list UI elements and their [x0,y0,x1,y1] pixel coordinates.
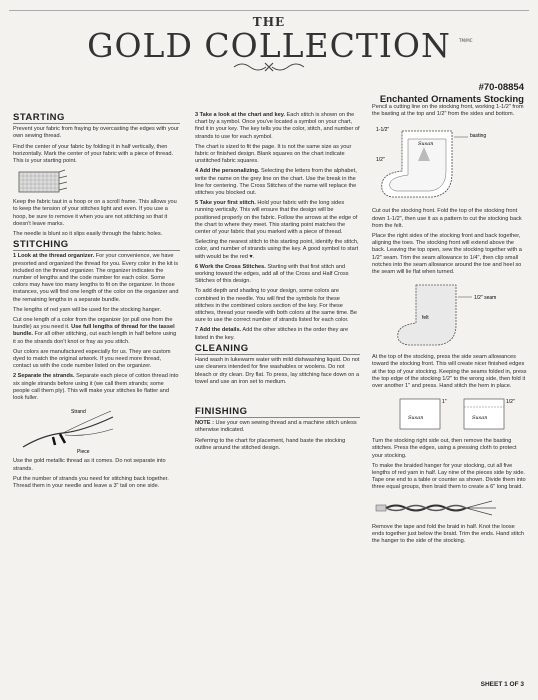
scroll-ornament-icon [232,60,306,74]
step-4-title: 4 Add the personalizing. [195,168,260,175]
brand-header [0,0,538,80]
starting-p3: Keep the fabric taut in a hoop or on a scroll frame. This allows you to keep the tension of your stitches light and even. If you use a hoop, be sure to remove it when you are not stitching so that it doesn't leave marks. [13,199,177,227]
strand-figure [13,405,133,455]
number-strands-note: Put the number of strands you need for stitching back together. Thread them in your needle and leave a 3" tail on one side. [13,475,169,489]
stocking-cutting-figure [372,121,522,205]
fig2-seam: 1/2" seam [474,295,497,302]
pencil-note: Pencil a cutting line on the stocking front, working 1-1/2" from the basting at the top and 1/2" from the sides and bottom. [372,104,524,118]
product-number: #70-08854 [478,82,524,93]
brand-logo: GOLD COLLECTION [87,26,451,65]
top-note: At the top of the stocking, press the side seam allowances toward the stocking front. This will create nicer finished edges at the top of your stocking. Keeping the seams folded in, press the top edge of the stocking 1/2" to the wrong side, then fold it over another 1" and press. Hand stitch the hem in place. [372,354,527,390]
note-label: NOTE : [195,420,214,427]
hem-figure [372,393,522,435]
note-text: Use your own sewing thread and a machine stitch unless otherwise indicated. [195,420,357,434]
cut-note-a: Cut one length of a color from the organizer (or pull one from the bundle) as you need it. [13,317,173,331]
nearest-stitch-note: Selecting the nearest stitch to this starting point, identify the stitch, color, and number of strands using the key. A good symbol to start with would be the red ♥. [195,239,359,260]
cut-note-c: For all other stitching, cut each length in half before using it so the strands don't knot or fray as you stitch. [13,331,177,345]
fig3-label-b: 1/2" [506,399,515,406]
step-5 [195,200,360,236]
step-7-text: Add the other stitches in the order they are listed in the key. [195,327,349,341]
metallic-note: Use the gold metallic thread as it comes. Do not separate into strands. [13,458,166,472]
turn-note: Turn the stocking right side out, then remove the basting stitches. Press the edges, using a pressing cloth to protect your stocking. [372,438,517,459]
step-2 [13,373,180,402]
step-1 [13,253,180,303]
fig1-name: Susan [418,141,434,148]
starting-p2: Find the center of your fabric by folding it in half vertically, then horizontally. Mark the center of your fabric with a piece of thread. This is your starting point. [13,143,174,165]
step-3 [195,112,360,141]
cut-note-b: Use full lengths of thread for the tassel bundle. [13,324,175,338]
step-6-title: 6 Work the Cross Stitches. [195,263,266,270]
cut-length-note [13,317,180,346]
trademark: TM/MC [459,38,473,43]
chart-note: The chart is sized to fit the page. It is not the same size as your fabric or finished design. Blank squares on the chart indicate unstitched fabric squares. [195,143,352,165]
hanger-note: To make the braided hanger for your stocking, cut all five lengths of red yarn in half. Lay nine of the pieces side by side. Tape one end to a table or counter as shown. Divide them into three equal groups, then braid them to create a 6" long braid. [372,462,526,491]
brand-the: THE [252,15,286,29]
starting-p1: Prevent your fabric from fraying by overcasting the edges with your own sewing thread. [13,126,179,140]
step-2-title: 2 Separate the strands. [13,373,75,380]
starting-p4: The needle is blunt so it slips easily through the fabric holes. [13,231,163,238]
fig1-label-c: 1/2" [376,157,385,164]
fig1-label-b: basting [470,133,487,140]
step-7 [195,327,360,341]
seam-figure [372,279,522,351]
finishing-note [195,420,360,434]
step-6 [195,264,360,286]
product-title: Enchanted Ornaments Stocking [379,94,524,105]
strand-label: Strand [71,409,86,416]
column-2 [195,112,360,455]
column-1 [13,112,180,493]
colors-note: Our colors are manufactured especially for us. They are custom dyed to match the original artwork. If you need more thread, contact us with the code number listed on the organizer. [13,348,171,370]
piece-label: Piece [77,449,90,456]
step-1-title: 1 Look at the thread organizer. [13,253,95,260]
cleaning-heading: CLEANING [195,345,360,355]
cutout-note: Cut out the stocking front. Fold the top of the stocking front down 1-1/2", then use it as a pattern to cut the stocking back from the felt. [372,208,522,229]
fig3-label-a: 1" [442,399,447,406]
finishing-heading: FINISHING [195,408,360,418]
stitching-heading: STITCHING [13,241,180,251]
step-2-text: Separate each piece of cotton thread into six single strands before using it (we call them strands; some people call them ply). This will make your stitches lie flatter and look fuller. [13,373,179,402]
remove-note: Remove the tape and fold the braid in half. Knot the loose ends together just below the braid. Trim the ends. Hand stitch the hanger to the side of the stocking. [372,523,525,545]
fig3-name-a: Susan [408,415,424,422]
step-7-title: 7 Add the details. [195,327,242,334]
step-1-text: For your convenience, we have presorted and organized the thread for you. Every color in the kit is included on the thread organizer. The organizer indicates the number of lengths and the code number for each color. Some colors may have too many lengths to fit on the organizer. In those instances, you will find one length of the color on the organizer and the remaining lengths in a separate bundle. [13,253,179,303]
sheet-number: SHEET 1 OF 3 [480,681,524,688]
depth-note: To add depth and shading to your design, some colors are combined in the needle. You will find the symbols for these stitches in the combined colors section of the key. For these stitches, thread your needle with both colors at the same time. Be sure to use the correct number of strands listed for each color. [195,288,357,324]
place-note: Place the right sides of the stocking front and back together, aligning the toes. The stocking front will extend above the back. Leaving the top open, sew the stocking together with a 1/2" seam. Trim the seam allowance to 1/4", then clip small notches into the seam allowance around the toe and heel so the seam will lie flat when turned. [372,233,522,276]
fig1-label-a: 1-1/2" [376,127,390,134]
step-5-title: 5 Take your first stitch. [195,200,256,207]
step-3-title: 3 Take a look at the chart and key. [195,112,285,118]
overcast-fabric-figure [13,168,79,196]
fig2-felt: felt [422,315,429,322]
red-yarn-note: The lengths of red yarn will be used for the stocking hanger. [13,306,162,313]
step-3-text: Each stitch is shown on the chart by a symbol. Once you've located a symbol on your chart, find it in your key. The key tells you the color, stitch, and number of strands to use for each symbol. [195,112,360,140]
fig3-name-b: Susan [472,415,488,422]
column-3 [372,104,528,548]
step-5-text: Hold your fabric with the long sides running vertically. This will ensure that the design will be positioned properly on the fabric. Follow the arrows at the edge of the chart to where they meet. This starting point matches the center of your fabric that you marked with a piece of thread. [195,200,358,236]
starting-heading: STARTING [13,114,180,124]
cleaning-text: Hand wash in lukewarm water with mild dishwashing liquid. Do not use cleaners intended for fine washables or woolens. Do not bleach or dry clean. Dry flat. To press, lay stitching face down on a towel and use an iron set to medium. [195,357,360,385]
finishing-refer: Referring to the chart for placement, hand baste the stocking outline around the stitched design. [195,437,346,451]
braid-figure [372,495,522,521]
step-4 [195,168,360,197]
step-4-text: Selecting the letters from the alphabet, write the name on the grey line on the chart. Use the break in the line for centering. The Cross Stitches of the name will replace the stitches you blocked out. [195,168,357,197]
step-6-text: Starting with that first stitch and working toward the edges, add all of the Cross and Half Cross Stitches of this design. [195,263,349,285]
